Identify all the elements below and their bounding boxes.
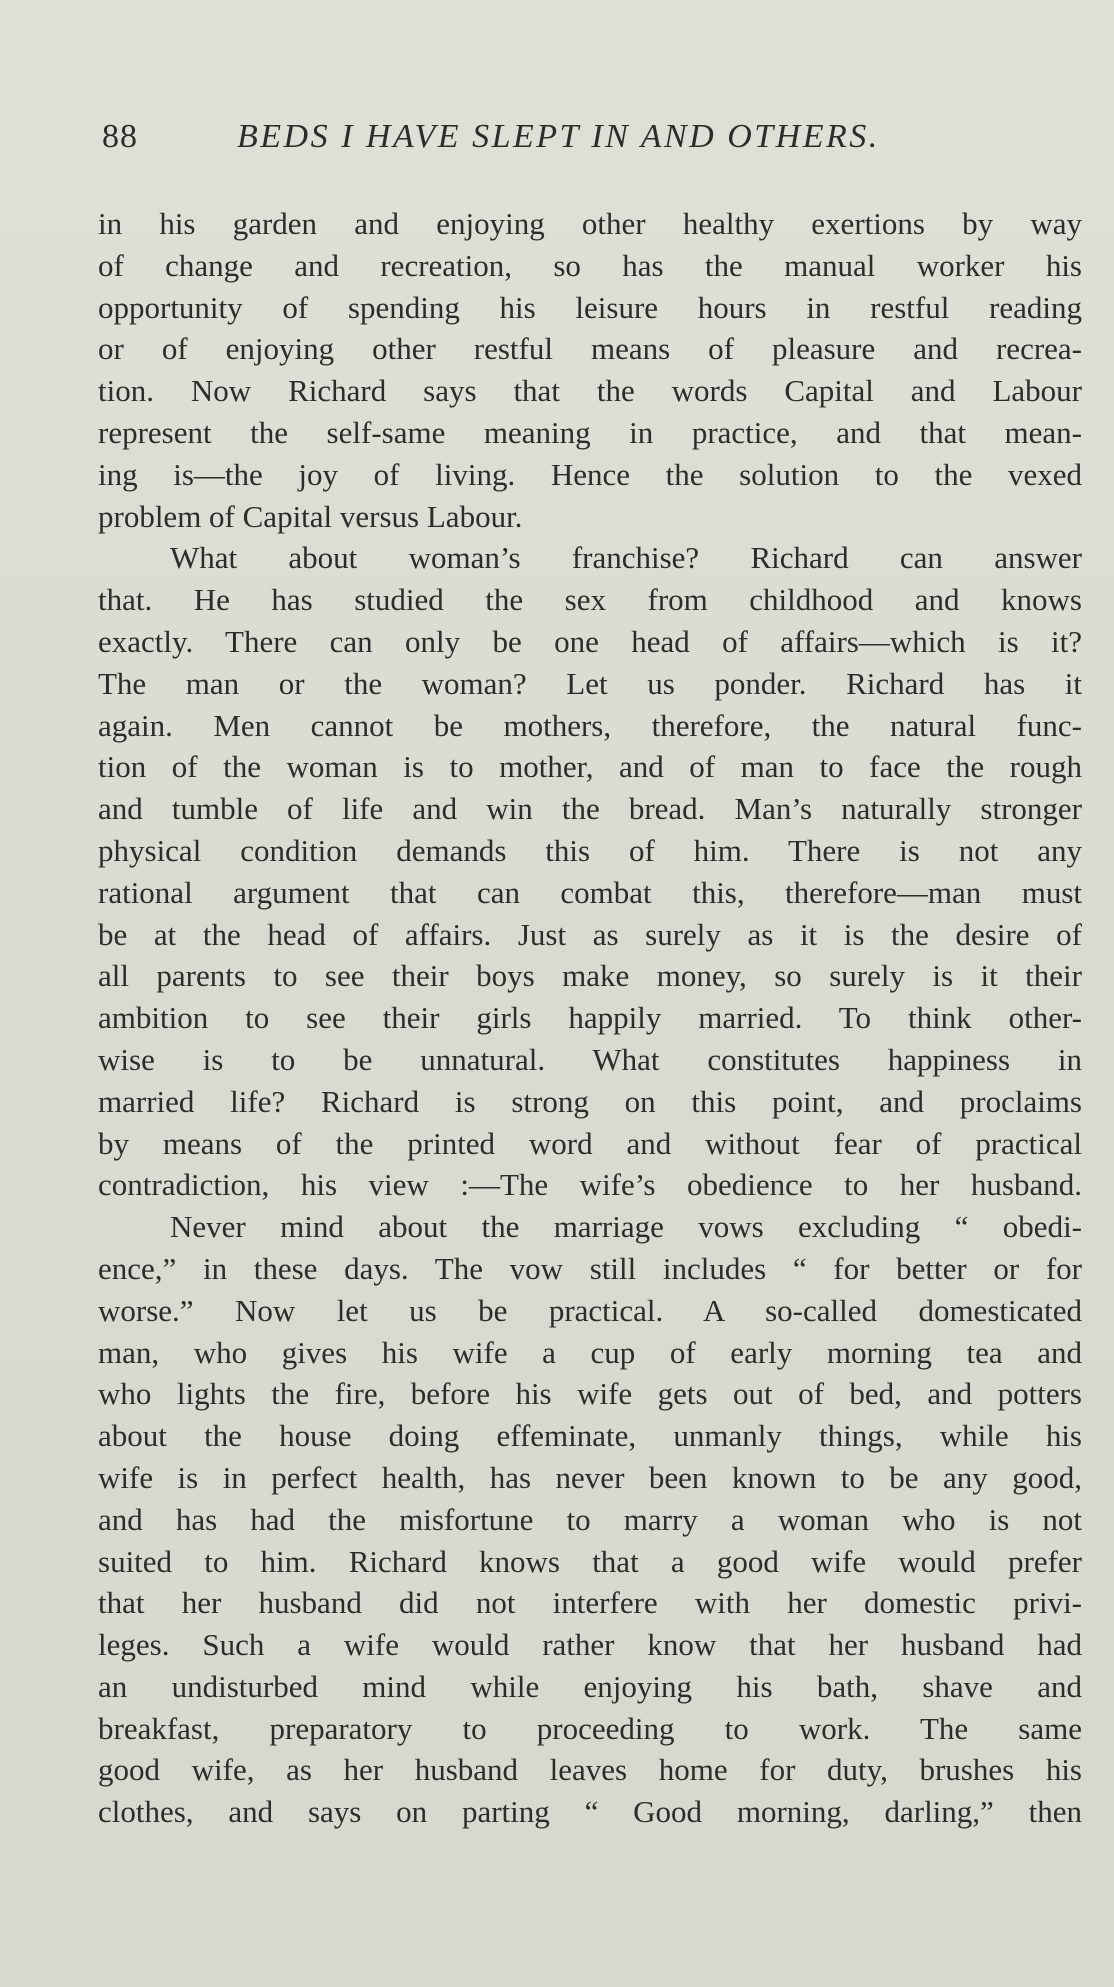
text-line: ence,” in these days. The vow still includes “ for better or for	[98, 1250, 1082, 1286]
text-line: who lights the fire, before his wife gets out of bed, and potters	[98, 1376, 1082, 1412]
text-line: in his garden and enjoying other healthy exertions by way	[98, 206, 1082, 241]
text-line: an undisturbed mind while enjoying his bath, shave and	[98, 1668, 1082, 1704]
text-line: man, who gives his wife a cup of early morning tea and	[98, 1334, 1082, 1370]
text-line: represent the self-same meaning in practice, and that mean-	[98, 414, 1082, 450]
text-line: that her husband did not interfere with her domestic privi-	[98, 1585, 1082, 1621]
running-head: BEDS I HAVE SLEPT IN AND OTHERS.	[237, 118, 880, 155]
text-line: worse.” Now let us be practical. A so-called domesticated	[98, 1292, 1082, 1328]
text-line: ing is—the joy of living. Hence the solution to the vexed	[98, 456, 1082, 492]
text-line: The man or the woman? Let us ponder. Richard has it	[98, 665, 1082, 701]
text-line: problem of Capital versus Labour.	[98, 498, 523, 534]
text-line: or of enjoying other restful means of pleasure and recrea-	[98, 331, 1082, 367]
text-line: by means of the printed word and without fear of practical	[98, 1125, 1082, 1161]
text-line: exactly. There can only be one head of affairs—which is it?	[98, 623, 1082, 659]
text-line: ambition to see their girls happily married. To think other-	[98, 1000, 1082, 1036]
page-header	[102, 118, 962, 158]
text-line: suited to him. Richard knows that a good wife would prefer	[98, 1543, 1082, 1579]
text-line: be at the head of affairs. Just as surely as it is the desire of	[98, 916, 1082, 952]
text-line: tion. Now Richard says that the words Capital and Labour	[98, 373, 1082, 409]
text-line: wife is in perfect health, has never been known to be any good,	[98, 1459, 1082, 1495]
text-line: of change and recreation, so has the manual worker his	[98, 247, 1082, 283]
text-line: leges. Such a wife would rather know that her husband had	[98, 1627, 1082, 1663]
text-line: rational argument that can combat this, therefore—man must	[98, 874, 1082, 910]
body-text	[98, 203, 1082, 1833]
text-line: contradiction, his view :—The wife’s obedience to her husband.	[98, 1167, 1082, 1203]
text-line: again. Men cannot be mothers, therefore, the natural func-	[98, 707, 1082, 743]
text-line: all parents to see their boys make money, so surely is it their	[98, 958, 1082, 994]
text-line: that. He has studied the sex from childhood and knows	[98, 582, 1082, 618]
text-line: What about woman’s franchise? Richard can answer	[170, 540, 1082, 576]
text-line: good wife, as her husband leaves home for duty, brushes his	[98, 1752, 1082, 1788]
text-line: breakfast, preparatory to proceeding to work. The same	[98, 1710, 1082, 1746]
text-line: clothes, and says on parting “ Good morning, darling,” then	[98, 1794, 1082, 1830]
text-line: and tumble of life and win the bread. Man’s naturally stronger	[98, 791, 1082, 827]
text-line: physical condition demands this of him. There is not any	[98, 832, 1082, 868]
page-number: 88	[102, 118, 138, 155]
text-line: and has had the misfortune to marry a woman who is not	[98, 1501, 1082, 1537]
text-line: tion of the woman is to mother, and of man to face the rough	[98, 749, 1082, 785]
text-line: married life? Richard is strong on this point, and proclaims	[98, 1083, 1082, 1119]
text-line: opportunity of spending his leisure hours in restful reading	[98, 289, 1082, 325]
text-line: about the house doing effeminate, unmanly things, while his	[98, 1418, 1082, 1454]
text-line: wise is to be unnatural. What constitutes happiness in	[98, 1041, 1082, 1077]
text-line: Never mind about the marriage vows excluding “ obedi-	[170, 1209, 1082, 1245]
